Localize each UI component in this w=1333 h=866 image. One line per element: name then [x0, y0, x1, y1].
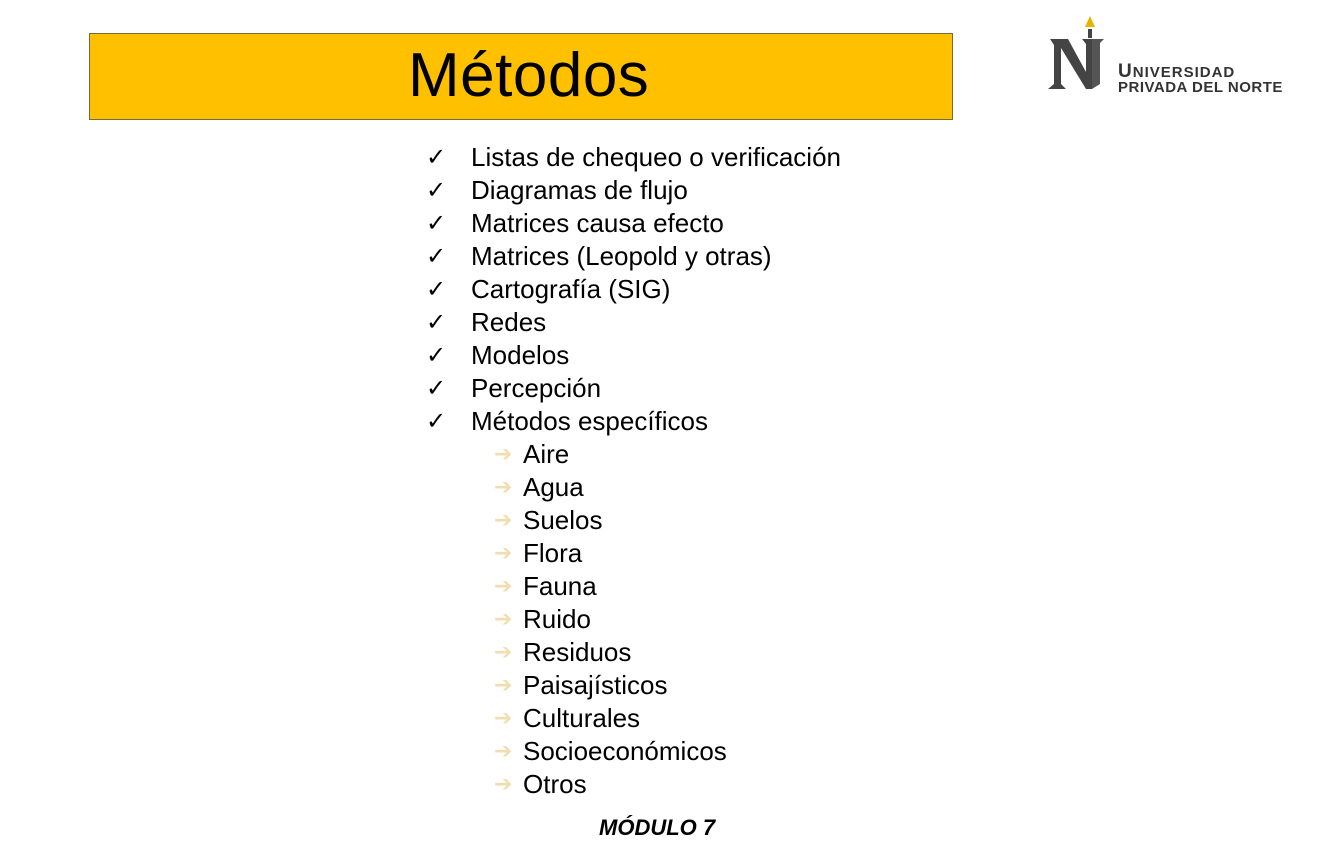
arrow-right-icon: ➔ — [494, 640, 513, 665]
checkmark-icon: ✓ — [426, 374, 447, 402]
list-item: ✓ Percepción — [426, 373, 602, 403]
checkmark-icon: ✓ — [426, 242, 447, 270]
sub-list-item: ➔ Socioeconómicos — [494, 736, 727, 766]
checkmark-icon: ✓ — [426, 275, 447, 303]
checkmark-icon: ✓ — [426, 176, 447, 204]
university-logo — [1046, 16, 1308, 94]
arrow-right-icon: ➔ — [494, 673, 513, 698]
logo-university-text: UNIVERSIDAD — [1118, 61, 1236, 82]
list-item: ✓ Listas de chequeo o verificación — [426, 142, 842, 172]
checkmark-icon: ✓ — [426, 143, 447, 171]
methods-list — [426, 141, 841, 801]
list-item: ✓ Métodos específicos — [426, 406, 709, 436]
sub-list-item: ➔ Paisajísticos — [494, 670, 668, 700]
title-banner — [89, 33, 953, 120]
sub-list-item: ➔ Otros — [494, 769, 587, 799]
checkmark-icon: ✓ — [426, 308, 447, 336]
list-item: ✓ Modelos — [426, 340, 570, 370]
sub-list-item: ➔ Fauna — [494, 571, 597, 601]
module-footer: MÓDULO 7 — [599, 815, 716, 840]
sub-list-item: ➔ Aire — [494, 439, 570, 469]
arrow-right-icon: ➔ — [494, 475, 513, 500]
sub-list-item: ➔ Residuos — [494, 637, 632, 667]
arrow-right-icon: ➔ — [494, 541, 513, 566]
checkmark-icon: ✓ — [426, 407, 447, 435]
sub-list-item: ➔ Agua — [494, 472, 584, 502]
sub-list-item: ➔ Flora — [494, 538, 583, 568]
sub-list-item: ➔ Ruido — [494, 604, 591, 634]
list-item: ✓ Matrices (Leopold y otras) — [426, 241, 772, 271]
checkmark-icon: ✓ — [426, 341, 447, 369]
arrow-right-icon: ➔ — [494, 772, 513, 797]
list-item: ✓ Diagramas de flujo — [426, 175, 688, 205]
list-item: ✓ Matrices causa efecto — [426, 208, 724, 238]
arrow-right-icon: ➔ — [494, 739, 513, 764]
list-item: ✓ Redes — [426, 307, 547, 337]
checkmark-icon: ✓ — [426, 209, 447, 237]
page-title: Métodos — [408, 41, 650, 110]
sub-list-item: ➔ Culturales — [494, 703, 641, 733]
list-item: ✓ Cartografía (SIG) — [426, 274, 671, 304]
sub-list-item: ➔ Suelos — [494, 505, 603, 535]
logo-private-north-text: PRIVADA DEL NORTE — [1118, 79, 1283, 96]
arrow-right-icon: ➔ — [494, 574, 513, 599]
upn-n-logo-icon — [1046, 16, 1106, 94]
arrow-right-icon: ➔ — [494, 607, 513, 632]
arrow-right-icon: ➔ — [494, 706, 513, 731]
arrow-right-icon: ➔ — [494, 442, 513, 467]
arrow-right-icon: ➔ — [494, 508, 513, 533]
